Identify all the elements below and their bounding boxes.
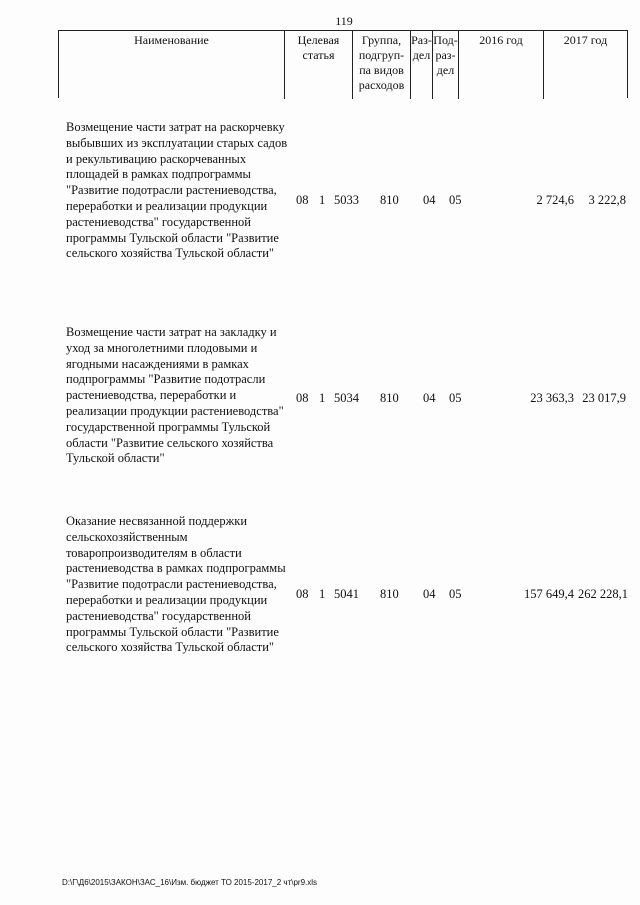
row-value-2016: 2 724,6 [536,193,574,207]
row-value-2017: 262 228,1 [578,587,628,601]
row-target-subprogram: 1 [319,587,326,601]
row-section: 04 [423,391,436,405]
header-subsection-line: раз- [435,48,456,62]
header-2016 [459,31,544,99]
row-subsection: 05 [449,587,462,601]
header-subsection-line: дел [436,63,455,77]
page-number: 119 [335,14,353,28]
header-target-line: Целевая [297,33,340,47]
row-value-2016: 23 363,3 [530,391,574,405]
header-section-line: Раз- [411,33,432,47]
row-target-code: 5033 [334,193,359,207]
header-group-line: па видов [359,63,404,77]
row-value-2017: 3 222,8 [588,193,626,207]
row-section: 04 [423,193,436,207]
header-name [59,31,285,99]
header-2017 [544,31,627,99]
header-section [411,31,433,99]
header-subsection-line: Под- [433,33,458,47]
row-name: Оказание несвязанной поддержки сельскохозяйственным товаропроизводителям в области растениеводства в рамках подпрограммы "Развитие подотрасли растениеводства, переработки и реализации продукции растениеводства" государственной программы Тульской области "Развитие сельского хозяйства Тульской области" [66,514,286,655]
header-target [285,31,353,99]
row-name: Возмещение части затрат на раскорчевку выбывших из эксплуатации старых садов и рекультивацию раскорчеванных площадей в рамках подпрограммы "Развитие подотрасли растениеводства, переработки и реализации продукции растениеводства" государственной программы Тульской области "Развитие сельского хозяйства Тульской области" [66,120,288,261]
row-value-2016: 157 649,4 [524,587,574,601]
row-target-code: 5034 [334,391,359,405]
row-section: 04 [423,587,436,601]
row-target-program: 08 [296,193,309,207]
header-subsection [433,31,459,99]
row-target-subprogram: 1 [319,193,326,207]
header-group-line: подгруп- [358,48,405,62]
row-target-subprogram: 1 [319,391,326,405]
header-2017-label: 2017 год [563,33,608,47]
row-target-program: 08 [296,587,309,601]
header-group-line: Группа, [361,33,402,47]
table-header [58,30,628,98]
header-group-line: расходов [358,78,405,92]
header-2016-label: 2016 год [479,33,523,47]
row-target-program: 08 [296,391,309,405]
header-name-label: Наименование [134,33,209,47]
row-target-code: 5041 [334,587,359,601]
file-path-footer: D:\Г\Д6\2015\ЗАКОН\ЗАС_16\Изм. бюджет ТО 2015-2017_2 чт\pr9.xls [62,878,318,887]
header-target-line: статья [302,48,335,62]
row-name: Возмещение части затрат на закладку и уход за многолетними плодовыми и ягодными насаждениями в рамках подпрограммы "Развитие подотрасли растениеводства, переработки и реализации продукции растениеводства" государственной программы Тульской области "Развитие сельского хозяйства Тульской области" [66,325,284,466]
header-section-line: дел [412,48,431,62]
row-subsection: 05 [449,193,462,207]
row-subsection: 05 [449,391,462,405]
row-group: 810 [380,587,399,601]
row-group: 810 [380,193,399,207]
row-value-2017: 23 017,9 [582,391,626,405]
header-group [353,31,411,99]
row-group: 810 [380,391,399,405]
